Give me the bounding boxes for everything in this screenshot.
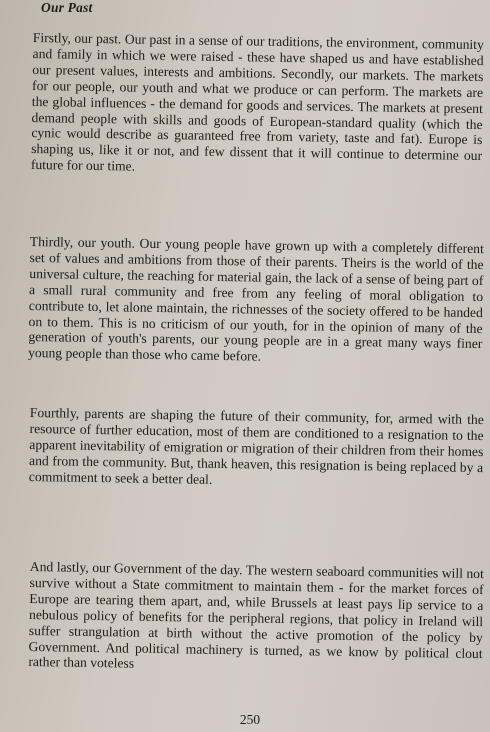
section-heading: Our Past: [41, 0, 93, 15]
paragraph-parents: Fourthly, parents are shaping the future of their community, for, armed with the resource of further education, most of them are conditioned to a resignation to the apparent inevitability of emigration or migration of their children from their homes and from the community. But, thank heaven, this resignation is being replaced by a commitment to seek a better deal.: [28, 404, 484, 487]
page-number: 250: [239, 712, 261, 727]
paragraph-government: And lastly, our Government of the day. The western seaboard communities will not survive without a State commitment to maintain them - for the market forces of Europe are tearing them apart, and, while Brussels at least pays lip service to a nebulous policy of benefits for the peripheral regions, that policy in Ireland will suffer strangulation at birth without the active promotion of the policy by Government. And political machinery is turned, as we know by political clout rather than voteless: [28, 558, 484, 671]
paragraph-our-youth: Thirdly, our youth. Our young people have grown up with a completely different set of values and ambitions from those of their parents. Theirs is the world of the universal culture, the reaching for material gain, the lack of a sense of being part of a small rural community and free from any feeling of moral obligation to contribute to, let alone maintain, the richnesses of the society offered to be handed on to them. This is no criticism of our youth, for in the opinion of many of the generation of youth's parents, our young people are in a great many ways finer young people than those who came before.: [28, 233, 484, 364]
paragraph-our-past: Firstly, our past. Our past in a sense of our traditions, the environment, community and family in which we were raised - these have shaped us and have established our present values, interests and ambitions. Secondly, our markets. The markets for our people, our youth and what we produce or can perform. The markets are the global influences - the demand for goods and services. The markets at present demand people with skills and goods of European-standard quality (which the cynic would describe as guaranteed free from variety, taste and fat). Europe is shaping us, like it or not, and few dissent that it will continue to determine our future for our time.: [30, 29, 484, 174]
